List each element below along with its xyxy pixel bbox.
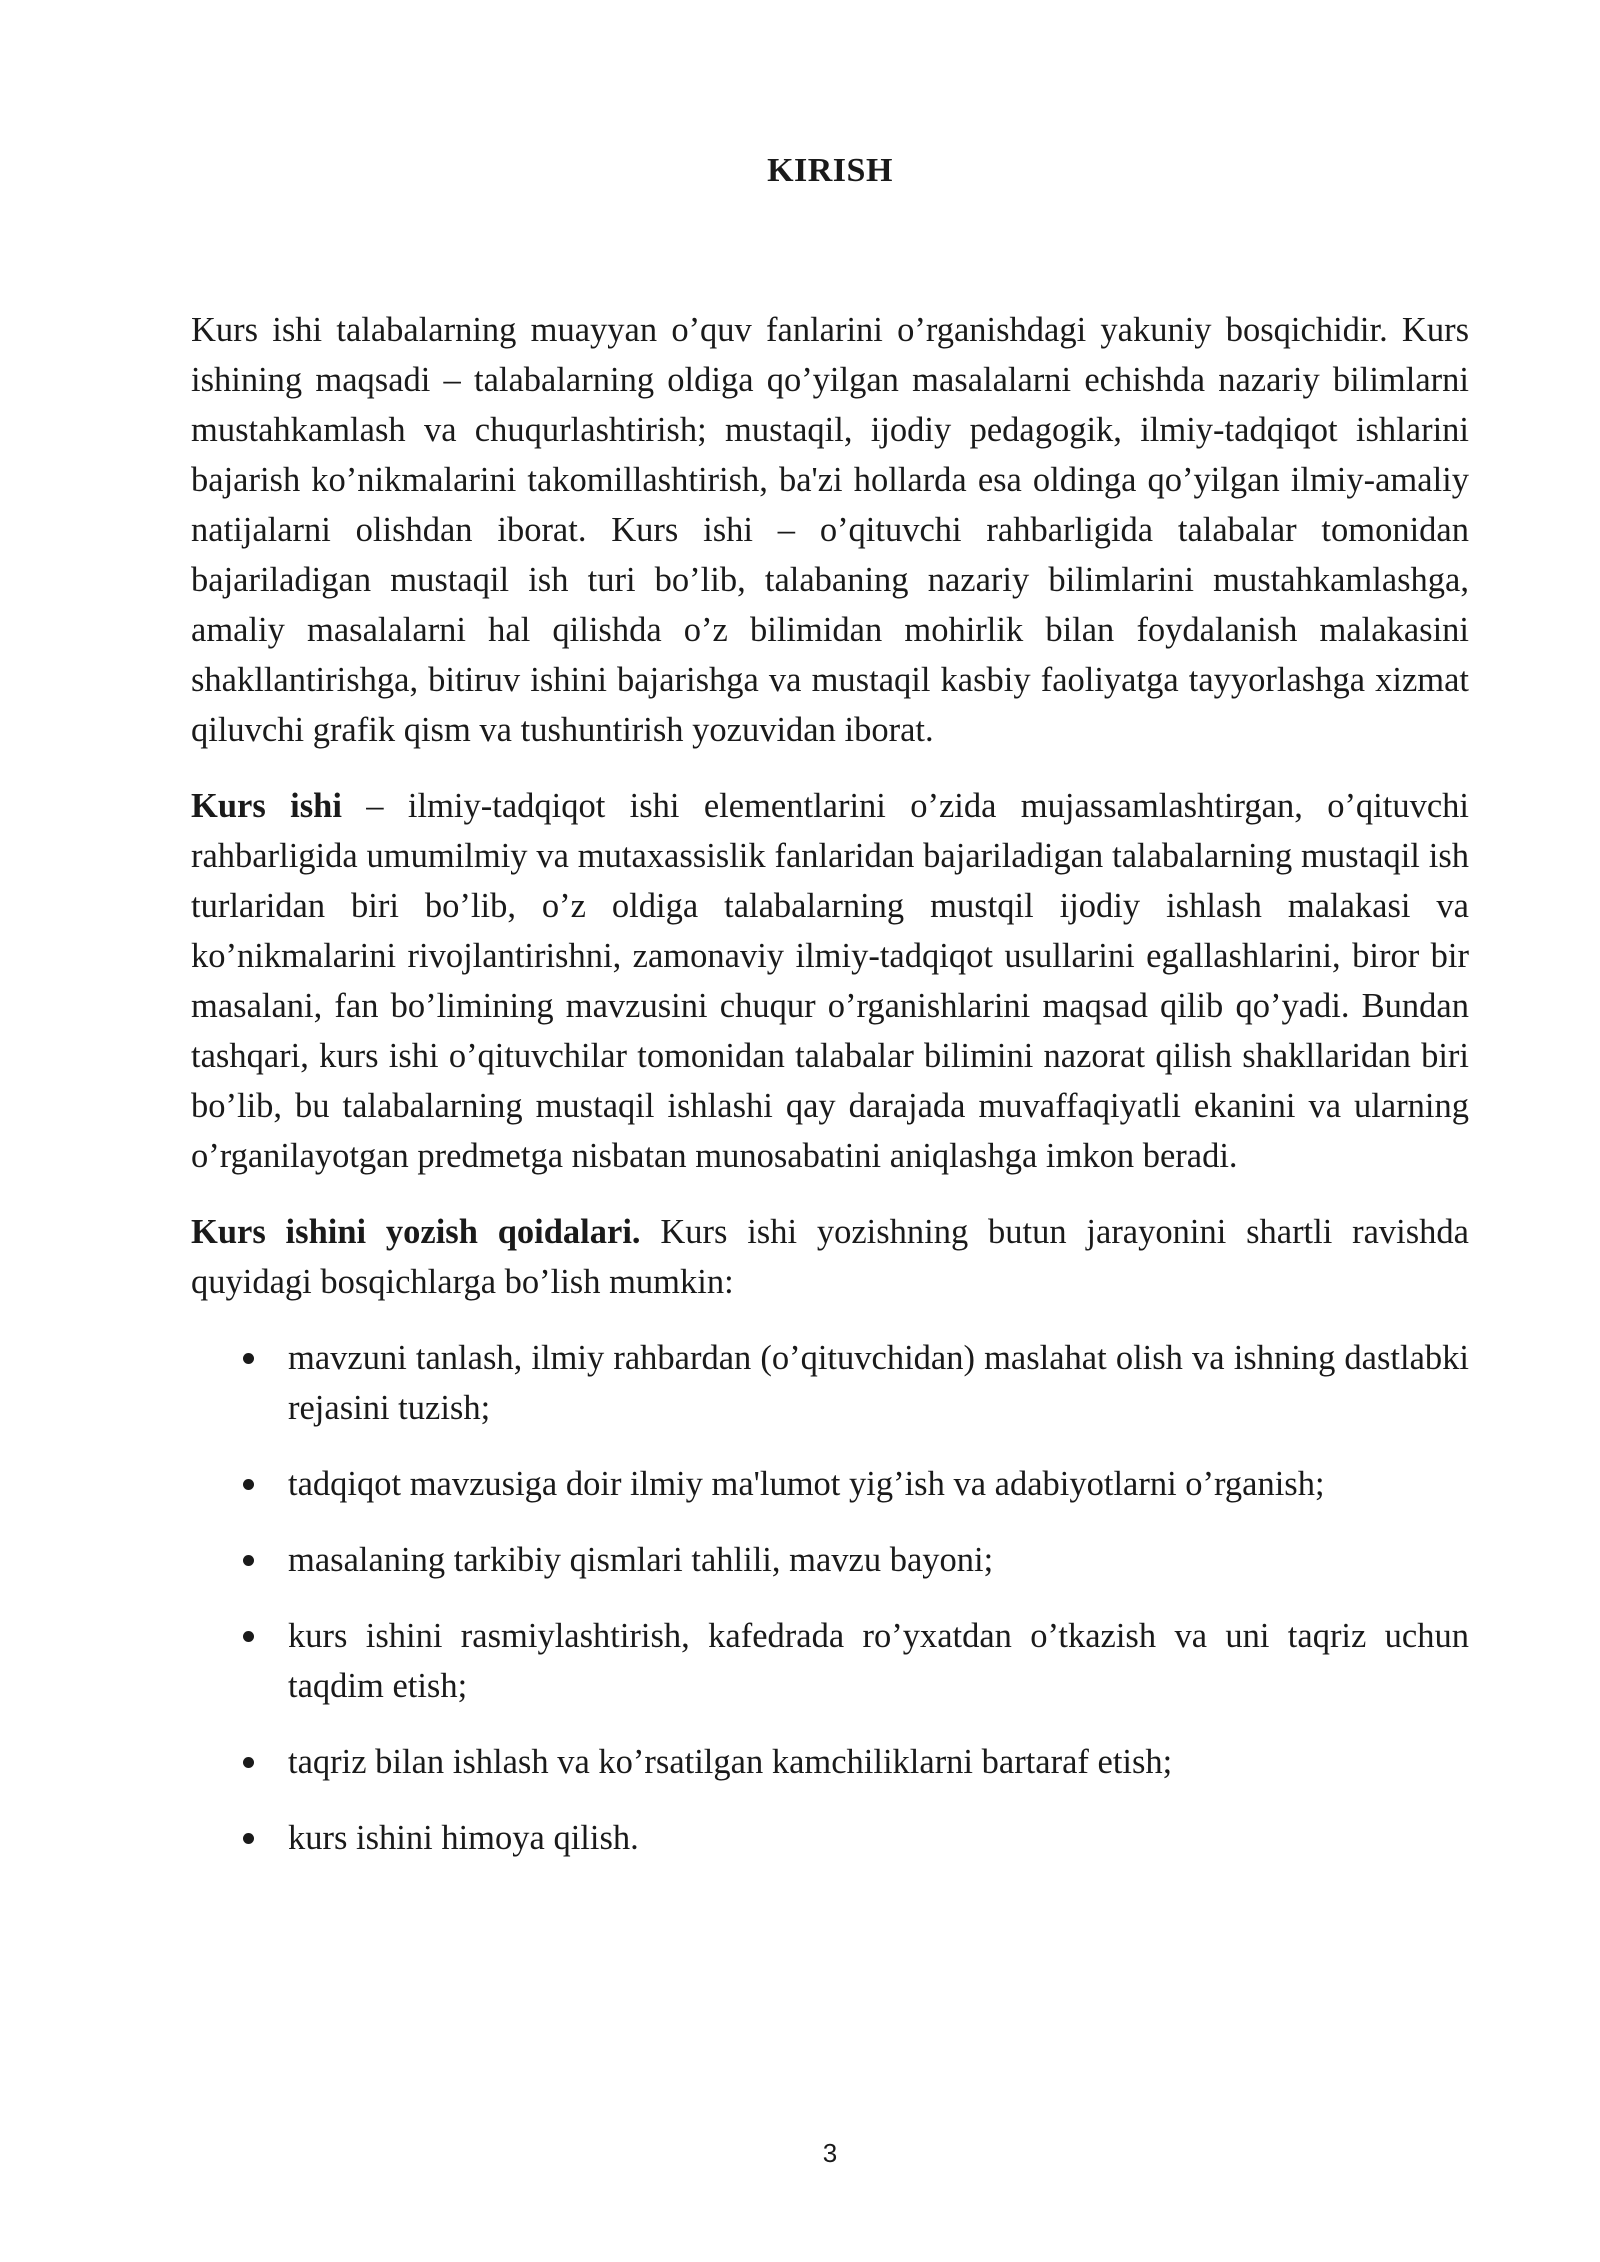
list-item xyxy=(191,1737,1469,1787)
list-item-text: kurs ishini rasmiylashtirish, kafedrada ro’yxatdan o’tkazish va uni taqriz uchun taqdim etish; xyxy=(288,1617,1469,1705)
list-item xyxy=(191,1535,1469,1585)
paragraph-text: – ilmiy-tadqiqot ishi elementlarini o’zida mujassamlashtirgan, o’qituvchi rahbarligida umumilmiy va mutaxassislik fanlaridan bajariladigan talabalarning mustaqil ish turlaridan biri bo’lib, o’z oldiga talabalarning mustqil ijodiy ishlash malakasi va ko’nikmalarini rivojlantirishni, zamonaviy ilmiy-tadqiqot usullarini egallashlarini, biror bir masalani, fan bo’limining mavzusini chuqur o’rganishlarini maqsad qilib qo’yadi. Bundan tashqari, kurs ishi o’qituvchilar tomonidan talabalar bilimini nazorat qilish shakllaridan biri bo’lib, bu talabalarning mustaqil ishlashi qay darajada muvaffaqiyatli ekanini va ularning o’rganilayotgan predmetga nisbatan munosabatini aniqlashga imkon beradi. xyxy=(191,787,1469,1175)
list-item xyxy=(191,1333,1469,1433)
paragraph-lead: Kurs ishini yozish qoidalari. xyxy=(191,1213,641,1251)
list-item-text: taqriz bilan ishlash va ko’rsatilgan kamchiliklarni bartaraf etish; xyxy=(288,1743,1173,1781)
page-title: KIRISH xyxy=(767,152,893,189)
bullet-icon xyxy=(243,1555,254,1566)
paragraph-text: Kurs ishi talabalarning muayyan o’quv fanlarini o’rganishdagi yakuniy bosqichidir. Kurs ishining maqsadi – talabalarning oldiga qo’yilgan masalalarni echishda nazariy bilimlarni mustahkamlash va chuqurlashtirish; mustaqil, ijodiy pedagogik, ilmiy-tadqiqot ishlarini bajarish ko’nikmalarini takomillashtirish, ba'zi hollarda esa oldinga qo’yilgan ilmiy-amaliy natijalarni olishdan iborat. Kurs ishi – o’qituvchi rahbarligida talabalar tomonidan bajariladigan mustaqil ish turi bo’lib, talabaning nazariy bilimlarini mustahkamlashga, amaliy masalalarni hal qilishda o’z bilimidan mohirlik bilan foydalanish malakasini shakllantirishga, bitiruv ishini bajarishga va mustaqil kasbiy faoliyatga tayyorlashga xizmat qiluvchi grafik qism va tushuntirish yozuvidan iborat. xyxy=(191,311,1469,749)
list-item-text: tadqiqot mavzusiga doir ilmiy ma'lumot yig’ish va adabiyotlarni o’rganish; xyxy=(288,1465,1325,1503)
page-number: 3 xyxy=(822,2138,838,2168)
list-item-text: masalaning tarkibiy qismlari tahlili, mavzu bayoni; xyxy=(288,1541,994,1579)
paragraph-definition xyxy=(191,781,1469,1181)
list-item xyxy=(191,1611,1469,1711)
list-item xyxy=(191,1459,1469,1509)
list-item xyxy=(191,1813,1469,1863)
bullet-icon xyxy=(243,1479,254,1490)
paragraph-intro xyxy=(191,305,1469,755)
paragraph-text: Kurs ishi yozishning butun jarayonini shartli ravishda quyidagi bosqichlarga bo’lish mumkin: xyxy=(191,1213,1469,1301)
bullet-icon xyxy=(243,1833,254,1844)
list-item-text: mavzuni tanlash, ilmiy rahbardan (o’qituvchidan) maslahat olish va ishning dastlabki rejasini tuzish; xyxy=(288,1339,1469,1427)
paragraph-rules xyxy=(191,1207,1469,1307)
stages-list xyxy=(191,1333,1469,1863)
list-item-text: kurs ishini himoya qilish. xyxy=(288,1819,639,1857)
paragraph-lead: Kurs ishi xyxy=(191,787,342,825)
document-body xyxy=(191,305,1469,1889)
bullet-icon xyxy=(243,1353,254,1364)
bullet-icon xyxy=(243,1631,254,1642)
bullet-icon xyxy=(243,1757,254,1768)
